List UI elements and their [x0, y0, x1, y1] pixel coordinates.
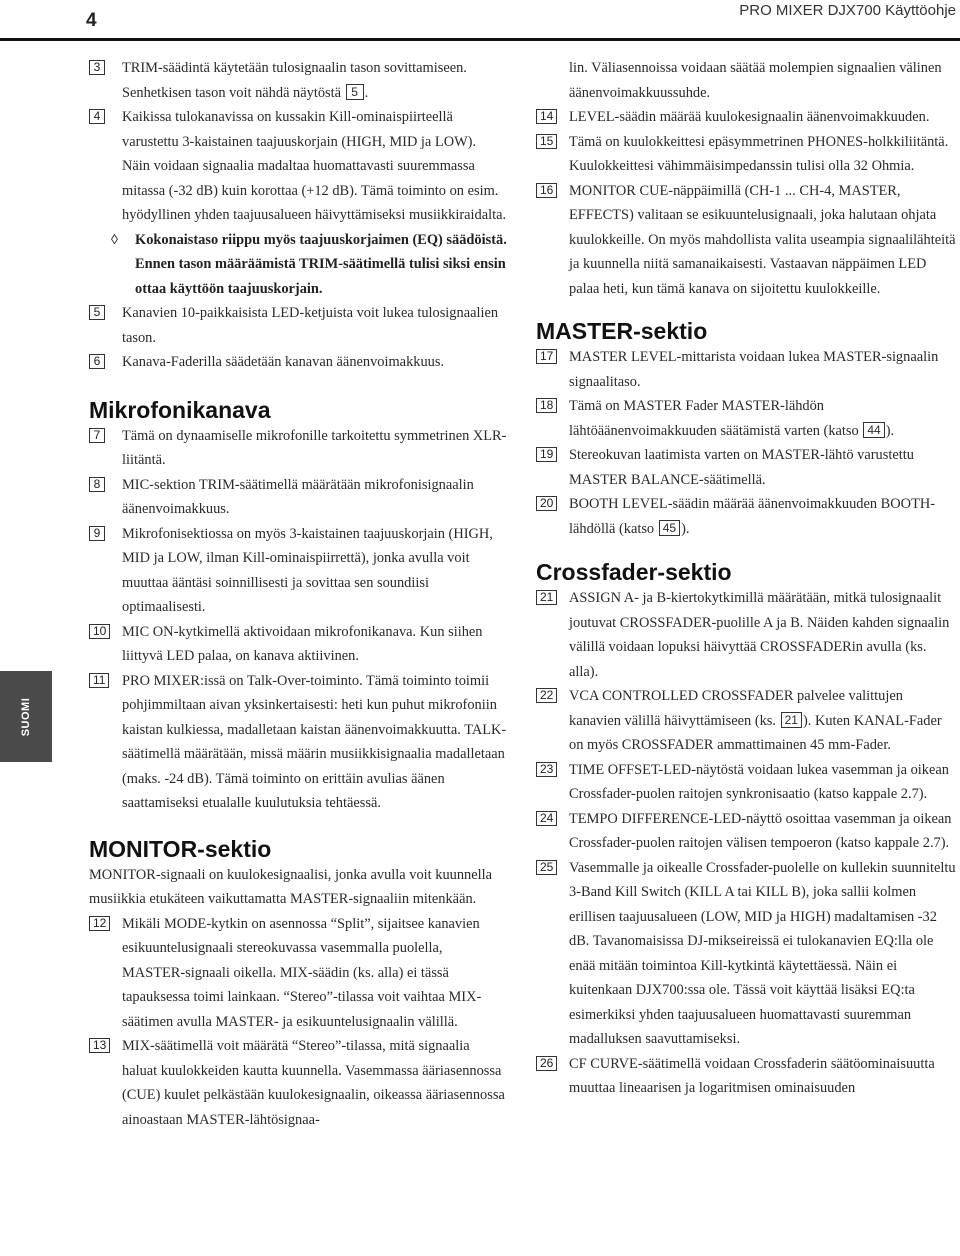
list-item-15 — [536, 130, 956, 179]
item-number-badge: 25 — [536, 860, 557, 875]
list-item-21 — [536, 586, 956, 684]
diamond-icon: ◊ — [111, 232, 118, 248]
list-item-11 — [89, 669, 507, 816]
list-item-23 — [536, 758, 956, 807]
item-text-end: . — [364, 84, 369, 101]
list-item-19 — [536, 443, 956, 492]
language-tab — [0, 671, 52, 762]
reference-badge: 44 — [863, 422, 884, 438]
page-number: 4 — [86, 10, 97, 31]
item-text-end: ). — [885, 422, 895, 439]
list-item-25 — [536, 856, 956, 1052]
list-item-10 — [89, 620, 507, 669]
item-number-badge: 18 — [536, 398, 557, 413]
note-text: Kokonaistaso riippu myös taajuuskorjaimen (EQ) säädöistä. Ennen tason määräämistä TRIM-säätimellä tulisi siksi ensin ottaa käyttöön taajuuskorjain. — [135, 231, 507, 297]
reference-badge: 5 — [346, 84, 364, 100]
item-text: MASTER LEVEL-mittarista voidaan lukea MASTER-signaalin signaalitaso. — [569, 349, 939, 390]
item-number-badge: 10 — [89, 624, 110, 639]
item-number-badge: 14 — [536, 109, 557, 124]
item-text: Kanava-Faderilla säädetään kanavan äänenvoimakkuus. — [122, 354, 445, 370]
item-number-badge: 19 — [536, 447, 557, 462]
item-number-badge: 20 — [536, 496, 557, 511]
item-text: LEVEL-säädin määrää kuulokesignaalin äänenvoimakkuuden. — [569, 109, 930, 125]
item-text: Tämä on MASTER Fader MASTER-lähdön lähtöäänenvoimakkuuden säätämistä varten (katso — [569, 398, 859, 439]
language-tab-label: SUOMI — [20, 697, 32, 736]
item-text: Stereokuvan laatimista varten on MASTER-lähtö varustettu MASTER BALANCE-säätimellä. — [569, 447, 914, 488]
item-number-badge: 9 — [89, 526, 105, 541]
section-heading-master: MASTER-sektio — [536, 318, 708, 344]
item-text: Mikäli MODE-kytkin on asennossa “Split”, sijaitsee kanavien esikuuntelusignaali stereokuvassa vasemmalla puolella, MASTER-signaali oikella. MIX-säädin (ks. alla) ei tässä tapauksessa toimi lainkaan. “Stereo”-tilassa voit vaihtaa MIX-säätimen avulla MASTER- ja esikuuntelusignaalin välillä. — [122, 915, 482, 1030]
list-item-17 — [536, 345, 956, 394]
item-text-end: ). Kuten KANAL-Fader on myös CROSSFADER ammattimainen 45 mm-Fader. — [569, 712, 942, 753]
list-item-6 — [89, 350, 507, 375]
item-number-badge: 21 — [536, 590, 557, 605]
item-text: Kanavien 10-paikkaisista LED-ketjuista voit lukea tulosignaalien tason. — [122, 305, 499, 346]
item-text: MIC-sektion TRIM-säätimellä määrätään mikrofonisignaalin äänenvoimakkuus. — [122, 476, 474, 517]
list-item-16 — [536, 179, 956, 302]
item-text: TEMPO DIFFERENCE-LED-näyttö osoittaa vasemman ja oikean Crossfader-puolen raitojen välisen tempoeron (katso kappale 2.7). — [569, 810, 952, 851]
header-rule — [0, 38, 960, 41]
list-item-13 — [89, 1034, 507, 1132]
running-head: PRO MIXER DJX700 Käyttöohje — [739, 2, 956, 19]
list-item-7 — [89, 424, 507, 473]
note-block — [89, 228, 507, 302]
item-number-badge: 13 — [89, 1038, 110, 1053]
item-number-badge: 12 — [89, 916, 110, 931]
left-column — [89, 56, 507, 1132]
list-item-5 — [89, 301, 507, 350]
list-item-20 — [536, 492, 956, 541]
list-item-4 — [89, 105, 507, 228]
item-number-badge: 17 — [536, 349, 557, 364]
monitor-intro: MONITOR-signaali on kuulokesignaalisi, jonka avulla voit kuunnella musiikkia etukäteen vaikuttamatta MASTER-signaaliin mitenkään. — [89, 866, 493, 907]
item-number-badge: 3 — [89, 60, 105, 75]
item-number-badge: 22 — [536, 688, 557, 703]
list-item-22 — [536, 684, 956, 758]
list-item-18 — [536, 394, 956, 443]
item-text: BOOTH LEVEL-säädin määrää äänenvoimakkuuden BOOTH-lähdöllä (katso — [569, 496, 936, 537]
item-text: Mikrofonisektiossa on myös 3-kaistainen taajuuskorjain (HIGH, MID ja LOW, ilman Kill-ominaispiirrettä), jonka avulla voit muuttaa ääntäsi soinnillisesti ja sovittaa sen soundiisi optimaalisesti. — [122, 525, 493, 615]
item-text: TIME OFFSET-LED-näytöstä voidaan lukea vasemman ja oikean Crossfader-puolen raitojen synkronisaatio (katso kappale 2.7). — [569, 761, 949, 802]
list-item-12 — [89, 912, 507, 1035]
section-heading-monitor: MONITOR-sektio — [89, 835, 272, 862]
item-text: CF CURVE-säätimellä voidaan Crossfaderin säätöominaisuutta muuttaa lineaarisen ja logaritmisen ominaisuuden — [569, 1055, 935, 1096]
item-text: MIC ON-kytkimellä aktivoidaan mikrofonikanava. Kun siihen liittyvä LED palaa, on kanava aktiivinen. — [122, 623, 483, 664]
list-item-3 — [89, 56, 507, 105]
item-text: Tämä on dynaamiselle mikrofonille tarkoitettu symmetrinen XLR-liitäntä. — [122, 427, 507, 468]
item-text: MIX-säätimellä voit määrätä “Stereo”-tilassa, mitä signaalia haluat kuulokkeiden kautta kuunnella. Vasemmassa ääriasennossa (CUE) kuulet pelkästään kuulokesignaalin, oikeassa ääriasennossa ainoastaan MASTER-lähtösignaa- — [122, 1038, 505, 1128]
list-item-24 — [536, 807, 956, 856]
item-number-badge: 7 — [89, 428, 105, 443]
list-item-26 — [536, 1052, 956, 1101]
item-text-end: ). — [681, 520, 690, 537]
reference-badge: 45 — [659, 520, 680, 536]
right-column — [536, 56, 956, 1101]
item-number-badge: 11 — [89, 673, 109, 688]
item-number-badge: 23 — [536, 762, 557, 777]
list-item-13-continued — [536, 56, 956, 105]
item-number-badge: 8 — [89, 477, 105, 492]
list-item-9 — [89, 522, 507, 620]
item-text: VCA CONTROLLED CROSSFADER palvelee valittujen kanavien välillä häivyttämiseen (ks. — [569, 688, 903, 729]
section-heading-crossfader: Crossfader-sektio — [536, 559, 732, 585]
item-number-badge: 4 — [89, 109, 105, 124]
item-text: lin. Väliasennoissa voidaan säätää molempien signaalien välinen äänenvoimakkuussuhde. — [569, 60, 942, 101]
item-text: TRIM-säädintä käytetään tulosignaalin tason sovittamiseen. Senhetkisen tason voit nähdä näytöstä — [122, 60, 467, 101]
section-heading-mikrofonikanava: Mikrofonikanava — [89, 396, 271, 423]
item-number-badge: 26 — [536, 1056, 557, 1071]
item-text: Vasemmalle ja oikealle Crossfader-puolelle on kullekin suunniteltu 3-Band Kill Switch (KILL A tai KILL B), joka sallii kolmen erillisen taajuusalueen (LOW, MID ja HIGH) madaltamisen -32 dB. Tavanomaisissa DJ-mikseireissä ei tulokanavien EQ:lla ole enää mitään toimintoa Kill-kytkintä käytettäessä. Näin ei kuitenkaan DJX700:ssa ole. Tässä voit käyttää lisäksi EQ:ta esimerkiksi yhden taajuusalueen huomattavasti suuremman madalluksen saavuttamiseksi. — [569, 859, 956, 1047]
item-text: PRO MIXER:issä on Talk-Over-toiminto. Tämä toiminto toimii pohjimmiltaan aivan yksinkertaisesti: heti kun puhut mikrofoniin kaistan kulkiessa, madalletaan kaistan äänenvoimakkuutta. TALK-säätimellä määrätään, missä määrin musiikkisignaalia madalletaan (maks. -24 dB). Tämä toiminto on erittäin avulias äänen saattamiseksi etualalle kuulutuksia tehtäessä. — [122, 672, 507, 811]
item-text: ASSIGN A- ja B-kiertokytkimillä määrätään, mitkä tulosignaalit joutuvat CROSSFADER-puolille A ja B. Näiden kahden signaalin välillä voidaan lopuksi häivyttää CROSSFADERin avulla (ks. alla). — [569, 590, 950, 680]
reference-badge: 21 — [781, 712, 802, 728]
item-text: Tämä on kuulokkeittesi epäsymmetrinen PHONES-holkkiliitäntä. Kuulokkeittesi vähimmäisimpedanssin tulisi olla 32 Ohmia. — [569, 133, 949, 174]
item-text: MONITOR CUE-näppäimillä (CH-1 ... CH-4, MASTER, EFFECTS) valitaan se esikuuntelusignaali, joka halutaan ohjata kuulokkeille. On myös mahdollista valita useampia signaalilähteitä ja kuunnella niitä samanaikaisesti. Vastaavan näppäimen LED palaa heti, kun tämä kanava on sijoitettu kuulokkeille. — [569, 182, 956, 297]
item-number-badge: 24 — [536, 811, 557, 826]
item-number-badge: 15 — [536, 134, 557, 149]
item-number-badge: 5 — [89, 305, 105, 320]
list-item-8 — [89, 473, 507, 522]
item-text: Kaikissa tulokanavissa on kussakin Kill-ominaispiirteellä varustettu 3-kaistainen taajuuskorjain (HIGH, MID ja LOW). Näin voidaan signaalia madaltaa huomattavasti suuremmassa mitassa (-32 dB) kuin korottaa (+12 dB). Tämä toiminto on esim. hyödyllinen yhden taajuusalueen häivyttämiseksi musiikkiraidalta. — [122, 109, 507, 223]
item-number-badge: 16 — [536, 183, 557, 198]
item-number-badge: 6 — [89, 354, 105, 369]
list-item-14 — [536, 105, 956, 130]
